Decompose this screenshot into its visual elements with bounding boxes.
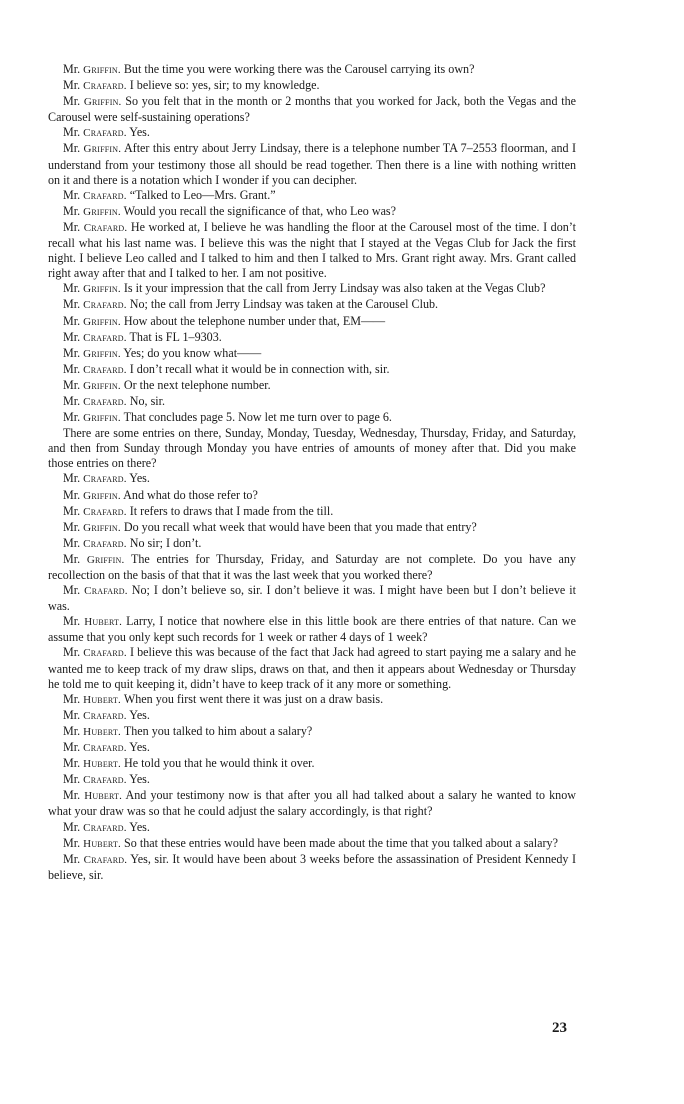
speaker-prefix: Mr. — [63, 772, 81, 787]
testimony-text: And what do those refer to? — [123, 487, 258, 502]
speaker-prefix: Mr. — [63, 377, 81, 392]
speaker-prefix: Mr. — [63, 125, 81, 140]
testimony-paragraph — [48, 188, 576, 204]
speaker-prefix: Mr. — [63, 345, 81, 360]
testimony-paragraph — [48, 504, 576, 520]
speaker-prefix: Mr. — [63, 62, 81, 76]
testimony-paragraph — [48, 583, 576, 614]
testimony-paragraph — [48, 94, 576, 125]
testimony-text: Yes, sir. It would have been about 3 weeks before the assassination of President Kennedy I believe, sir. — [48, 851, 576, 882]
testimony-text: When you first went there it was just on a draw basis. — [123, 691, 384, 706]
testimony-text: After this entry about Jerry Lindsay, there is a telephone number TA 7–2553 floorman, and I understand from your testimony those all should be read together. Then there is a line with nothing written on it and there is a notation which I wonder if you can decipher. — [48, 141, 576, 187]
testimony-text: No; the call from Jerry Lindsay was taken at the Carousel Club. — [129, 297, 439, 312]
speaker-name: Hubert. — [83, 725, 122, 738]
testimony-paragraph — [48, 520, 576, 536]
speaker-name: Crafard. — [83, 647, 127, 660]
speaker-prefix: Mr. — [63, 614, 81, 629]
testimony-paragraph — [48, 346, 576, 362]
speaker-name: Hubert. — [83, 758, 122, 771]
speaker-name: Griffin. — [83, 412, 121, 425]
speaker-prefix: Mr. — [63, 329, 81, 344]
testimony-paragraph — [48, 471, 576, 487]
speaker-name: Griffin. — [86, 553, 125, 566]
page-number: 23 — [552, 1020, 567, 1036]
testimony-text: Yes. — [129, 707, 150, 722]
testimony-text: No sir; I don’t. — [129, 535, 202, 550]
speaker-name: Hubert. — [83, 693, 122, 706]
speaker-name: Griffin. — [83, 64, 121, 76]
speaker-name: Hubert. — [84, 616, 123, 629]
testimony-paragraph — [48, 62, 576, 78]
testimony-paragraph — [48, 645, 576, 691]
testimony-paragraph — [48, 394, 576, 410]
testimony-paragraph — [48, 314, 576, 330]
testimony-paragraph — [48, 220, 576, 281]
testimony-text: That is FL 1–9303. — [129, 329, 222, 344]
testimony-paragraph — [48, 756, 576, 772]
speaker-prefix: Mr. — [63, 219, 81, 234]
testimony-text: Then you talked to him about a salary? — [123, 723, 313, 738]
speaker-name: Crafard. — [83, 221, 128, 234]
speaker-prefix: Mr. — [63, 535, 81, 550]
speaker-prefix: Mr. — [63, 551, 81, 566]
speaker-prefix: Mr. — [63, 141, 81, 156]
testimony-text: I believe so: yes, sir; to my knowledge. — [129, 78, 320, 93]
speaker-name: Crafard. — [83, 331, 127, 344]
testimony-paragraph — [48, 536, 576, 552]
testimony-text: He worked at, I believe he was handling the floor at the Carousel most of the time. I don’t recall what his last name was. I believe this was the night that I stayed at the Vegas Club for Jack the first night. I believe Leo called and I talked to him and then I talked to Mrs. Grant right away. Mrs. Grant called right away after that and I talked to her. I am not positive. — [48, 219, 576, 281]
testimony-text: There are some entries on there, Sunday, Monday, Tuesday, Wednesday, Thursday, Friday, and Saturday, and then from Sunday through Monday you have entries of amounts of money after that. Did you make those entries on there? — [48, 426, 576, 471]
speaker-prefix: Mr. — [63, 313, 81, 328]
speaker-name: Crafard. — [83, 299, 127, 312]
speaker-prefix: Mr. — [63, 583, 81, 598]
testimony-text: That concludes page 5. Now let me turn over to page 6. — [123, 410, 392, 425]
speaker-name: Crafard. — [83, 505, 127, 518]
testimony-paragraph — [48, 378, 576, 394]
speaker-name: Crafard. — [83, 742, 127, 755]
testimony-paragraph — [48, 820, 576, 836]
speaker-name: Hubert. — [83, 837, 122, 850]
testimony-paragraph — [48, 141, 576, 187]
testimony-paragraph — [48, 426, 576, 471]
speaker-prefix: Mr. — [63, 187, 81, 202]
testimony-text: No; I don’t believe so, sir. I don’t believe it was. I might have been but I don’t believe it was. — [48, 583, 576, 614]
testimony-text: Yes. — [129, 772, 150, 787]
speaker-prefix: Mr. — [63, 756, 81, 771]
speaker-name: Crafard. — [83, 127, 127, 140]
speaker-name: Crafard. — [84, 585, 128, 598]
speaker-prefix: Mr. — [63, 361, 81, 376]
speaker-prefix: Mr. — [63, 487, 81, 502]
speaker-name: Crafard. — [83, 853, 128, 866]
speaker-name: Griffin. — [83, 96, 122, 109]
speaker-name: Crafard. — [83, 537, 127, 550]
testimony-paragraph — [48, 614, 576, 645]
speaker-name: Crafard. — [83, 473, 127, 486]
speaker-name: Griffin. — [83, 489, 121, 502]
testimony-text: Yes; do you know what—— — [123, 345, 262, 360]
speaker-name: Griffin. — [83, 347, 121, 360]
speaker-prefix: Mr. — [63, 707, 81, 722]
speaker-name: Hubert. — [84, 790, 123, 803]
testimony-paragraph — [48, 836, 576, 852]
speaker-name: Crafard. — [83, 80, 127, 93]
testimony-paragraph — [48, 488, 576, 504]
testimony-paragraph — [48, 330, 576, 346]
testimony-text: The entries for Thursday, Friday, and Saturday are not complete. Do you have any recollection on the basis of that that it was the last week that you worked there? — [48, 551, 576, 582]
testimony-paragraph — [48, 125, 576, 141]
speaker-name: Griffin. — [83, 283, 121, 296]
speaker-prefix: Mr. — [63, 94, 81, 109]
speaker-prefix: Mr. — [63, 503, 81, 518]
testimony-paragraph — [48, 788, 576, 819]
speaker-prefix: Mr. — [63, 723, 81, 738]
speaker-prefix: Mr. — [63, 519, 81, 534]
testimony-text: Or the next telephone number. — [123, 377, 271, 392]
testimony-paragraph — [48, 552, 576, 583]
testimony-paragraph — [48, 740, 576, 756]
speaker-prefix: Mr. — [63, 851, 81, 866]
testimony-text: So that these entries would have been made about the time that you talked about a salary? — [124, 835, 558, 850]
testimony-text: Would you recall the significance of that, who Leo was? — [123, 203, 397, 218]
testimony-text: And your testimony now is that after you all had talked about a salary he wanted to know what your draw was so that he could adjust the salary accordingly, is that right? — [48, 788, 577, 819]
speaker-prefix: Mr. — [63, 281, 81, 296]
speaker-name: Crafard. — [83, 189, 127, 202]
testimony-text: I believe this was because of the fact that Jack had agreed to start paying me a salary and he wanted me to keep track of my draw slips, draws on that, and then it appears about Wednesday or Thursday he told me to quit keeping it, didn’t have to keep track of it any more or something. — [48, 645, 576, 691]
speaker-name: Crafard. — [83, 821, 127, 834]
testimony-text: Yes. — [129, 471, 150, 486]
speaker-name: Griffin. — [83, 379, 121, 392]
testimony-text: So you felt that in the month or 2 months that you worked for Jack, both the Vegas and the Carousel were self-sustaining operations? — [48, 94, 576, 125]
testimony-text: Yes. — [129, 125, 150, 140]
testimony-text: How about the telephone number under that, EM—— — [123, 313, 386, 328]
testimony-paragraph — [48, 852, 576, 883]
speaker-name: Crafard. — [83, 363, 127, 376]
testimony-text: I don’t recall what it would be in connection with, sir. — [129, 361, 390, 376]
speaker-prefix: Mr. — [63, 740, 81, 755]
speaker-prefix: Mr. — [63, 393, 81, 408]
testimony-text: He told you that he would think it over. — [124, 756, 315, 771]
testimony-paragraph — [48, 410, 576, 426]
speaker-prefix: Mr. — [63, 788, 81, 803]
testimony-paragraph — [48, 692, 576, 708]
speaker-name: Griffin. — [83, 143, 122, 156]
testimony-paragraph — [48, 724, 576, 740]
speaker-name: Crafard. — [83, 774, 127, 787]
speaker-prefix: Mr. — [63, 691, 81, 706]
speaker-name: Griffin. — [83, 205, 121, 218]
testimony-text: “Talked to Leo—Mrs. Grant.” — [129, 187, 276, 202]
testimony-paragraph — [48, 297, 576, 313]
speaker-prefix: Mr. — [63, 203, 81, 218]
testimony-paragraph — [48, 204, 576, 220]
speaker-prefix: Mr. — [63, 645, 81, 660]
transcript-body — [48, 62, 576, 883]
testimony-text: No, sir. — [129, 393, 166, 408]
speaker-name: Crafard. — [83, 709, 127, 722]
speaker-prefix: Mr. — [63, 78, 81, 93]
testimony-paragraph — [48, 281, 576, 297]
speaker-prefix: Mr. — [63, 471, 81, 486]
testimony-text: It refers to draws that I made from the till. — [129, 503, 334, 518]
testimony-text: Larry, I notice that nowhere else in this little book are there entries of that nature. Can we assume that you only kept such records for 1 week or rather 4 days of 1 week? — [48, 614, 576, 645]
testimony-text: Yes. — [129, 740, 150, 755]
speaker-prefix: Mr. — [63, 819, 81, 834]
testimony-text: Do you recall what week that would have been that you made that entry? — [123, 519, 477, 534]
testimony-text: But the time you were working there was the Carousel carrying its own? — [123, 62, 475, 76]
speaker-name: Crafard. — [83, 395, 127, 408]
testimony-paragraph — [48, 708, 576, 724]
speaker-name: Griffin. — [83, 521, 121, 534]
testimony-paragraph — [48, 78, 576, 94]
speaker-prefix: Mr. — [63, 410, 81, 425]
testimony-text: Is it your impression that the call from Jerry Lindsay was also taken at the Vegas Club? — [123, 281, 546, 296]
testimony-text: Yes. — [129, 819, 150, 834]
testimony-paragraph — [48, 362, 576, 378]
speaker-name: Griffin. — [83, 315, 121, 328]
speaker-prefix: Mr. — [63, 297, 81, 312]
testimony-paragraph — [48, 772, 576, 788]
speaker-prefix: Mr. — [63, 835, 81, 850]
